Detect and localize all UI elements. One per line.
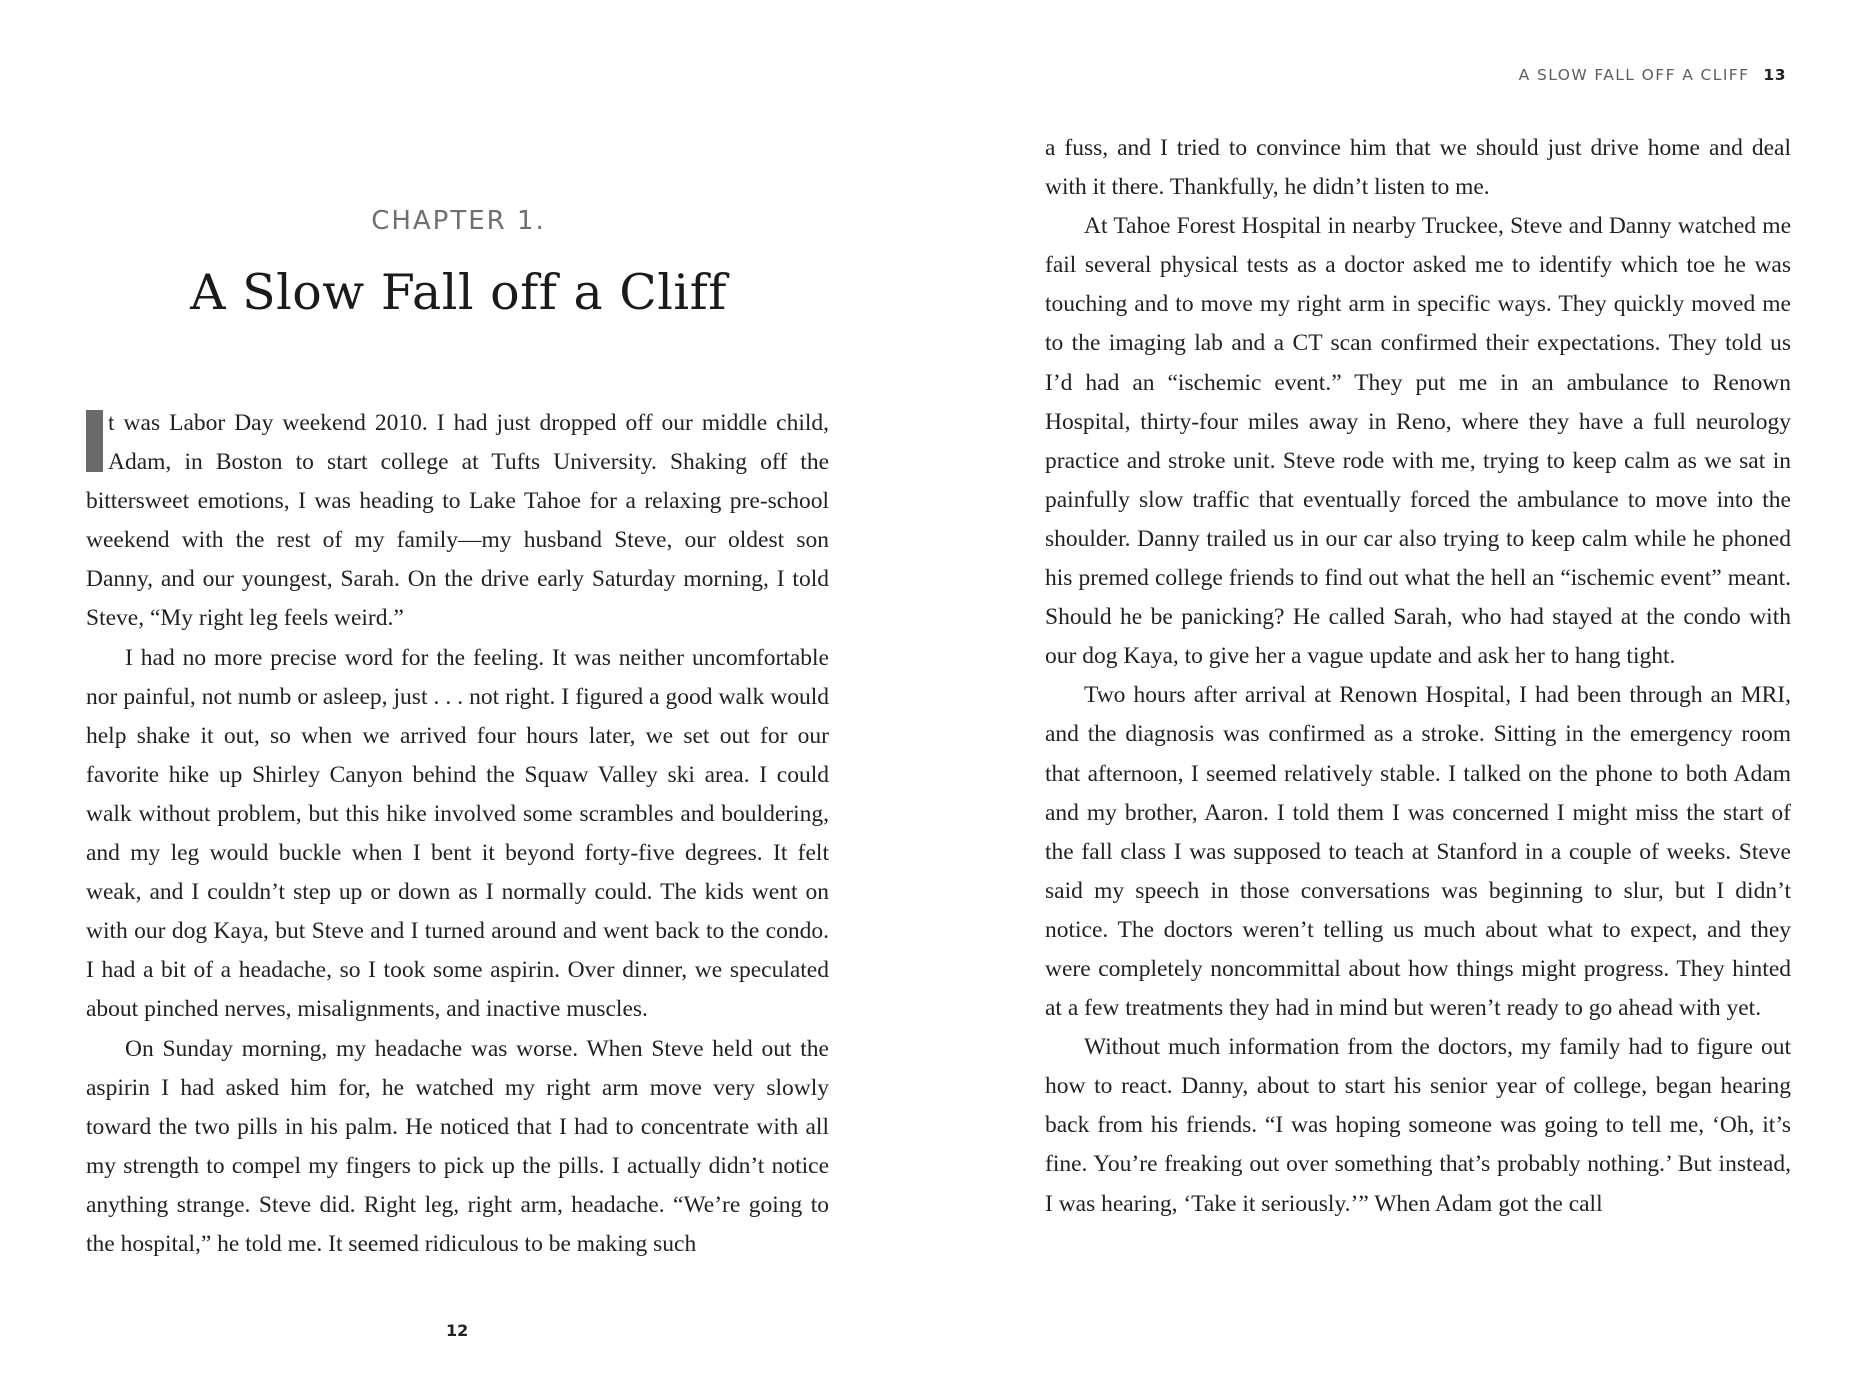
drop-cap [86, 410, 103, 472]
running-head-title: A SLOW FALL OFF A CLIFF [1518, 66, 1750, 84]
paragraph: On Sunday morning, my headache was worse. When Steve held out the aspirin I had asked him for, he watched my right arm move very slowly toward the two pills in his palm. He noticed that I had to concentrate with all my strength to compel my fingers to pick up the pills. I actually didn’t notice anything strange. Steve did. Right leg, right arm, headache. “We’re going to the hospital,” he told me. It seemed ridiculous to be making such [86, 1035, 829, 1257]
running-head [1519, 66, 1786, 84]
left-body-text [86, 404, 829, 1264]
paragraph: At Tahoe Forest Hospital in nearby Truckee, Steve and Danny watched me fail several physical tests as a doctor asked me to identify which toe he was touching and to move my right arm in specific ways. They quickly moved me to the imaging lab and a CT scan confirmed their expectations. They told us I’d had an “ischemic event.” They put me in an ambulance to Renown Hospital, thirty-four miles away in Reno, where they have a full neurology practice and stroke unit. Steve rode with me, trying to keep calm as we sat in painfully slow traffic that eventually forced the ambulance to move into the shoulder. Danny trailed us in our car also trying to keep calm while he phoned his premed college friends to find out what the hell an “ischemic event” meant. Should he be panicking? He called Sarah, who had stayed at the condo with our dog Kaya, to give her a vague update and ask her to hang tight. [1045, 213, 1791, 670]
page-number-right: 13 [1763, 66, 1786, 84]
paragraph: a fuss, and I tried to convince him that we should just drive home and deal with it there. Thankfully, he didn’t listen to me. [1045, 135, 1791, 201]
paragraph: Without much information from the doctors, my family had to figure out how to react. Danny, about to start his senior year of college, began hearing back from his friends. “I was hoping someone was going to tell me, ‘Oh, it’s fine. You’re freaking out over something that’s probably nothing.’ But instead, I was hearing, ‘Take it seriously.’” When Adam got the call [1045, 1034, 1791, 1217]
paragraph: I had no more precise word for the feeling. It was neither uncomfortable nor painful, not numb or asleep, just . . . not right. I figured a good walk would help shake it out, so when we arrived four hours later, we set out for our favorite hike up Shirley Canyon behind the Squaw Valley ski area. I could walk without problem, but this hike involved some scrambles and bouldering, and my leg would buckle when I bent it beyond forty-five degrees. It felt weak, and I couldn’t step up or down as I normally could. The kids went on with our dog Kaya, but Steve and I turned around and went back to the condo. I had a bit of a headache, so I took some aspirin. Over dinner, we speculated about pinched nerves, misalignments, and inactive muscles. [86, 644, 829, 1023]
paragraph: Two hours after arrival at Renown Hospital, I had been through an MRI, and the diagnosis was confirmed as a stroke. Sitting in the emergency room that afternoon, I seemed relatively stable. I talked on the phone to both Adam and my brother, Aaron. I told them I was concerned I might miss the start of the fall class I was supposed to teach at Stanford in a couple of weeks. Steve said my speech in those conversations was beginning to slur, but I didn’t notice. The doctors weren’t telling us much about what to expect, and they were completely noncommittal about how things might progress. They hinted at a few treatments they had in mind but weren’t ready to go ahead with yet. [1045, 682, 1791, 1022]
paragraph: t was Labor Day weekend 2010. I had just dropped off our middle child, Adam, in Boston to start college at Tufts University. Shaking off the bittersweet emotions, I was heading to Lake Tahoe for a relaxing pre-school weekend with the rest of my family—my husband Steve, our oldest son Danny, and our youngest, Sarah. On the drive early Saturday morning, I told Steve, “My right leg feels weird.” [86, 410, 829, 632]
page-number-left: 12 [446, 1321, 469, 1340]
right-page [931, 0, 1862, 1396]
chapter-title: A Slow Fall off a Cliff [190, 264, 727, 321]
right-body-text [1045, 129, 1791, 1224]
chapter-label: CHAPTER 1. [371, 206, 546, 236]
